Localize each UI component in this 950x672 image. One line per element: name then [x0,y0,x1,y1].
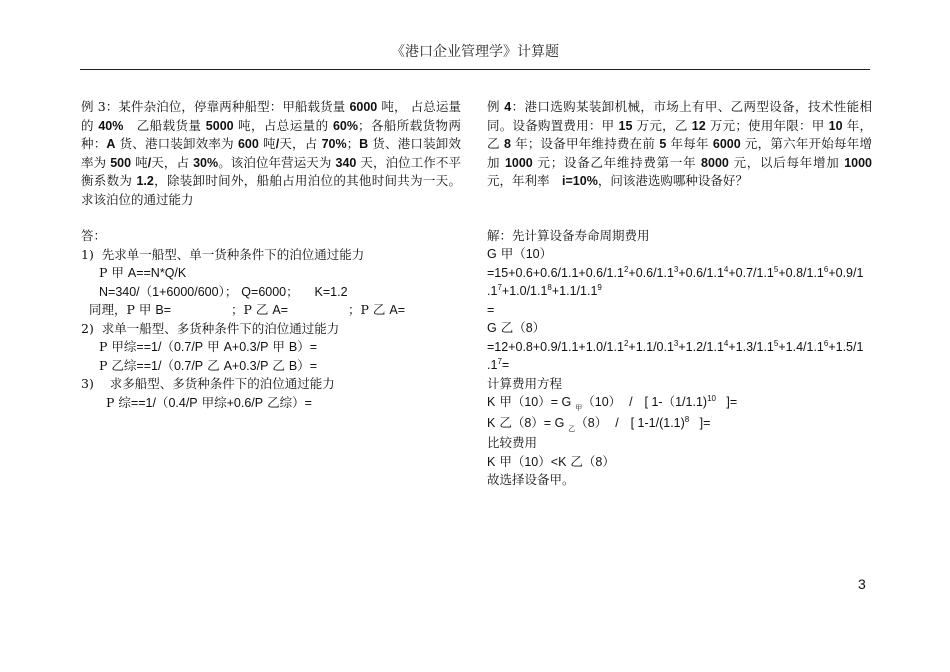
solution-line: = [487,302,495,317]
solution-steps [487,227,872,490]
answer-line: P 甲综==1/（0.7/P 甲 A+0.3/P 甲 B）= [99,339,318,354]
answer-line: 3) 求多船型、多货种条件下的泊位通过能力 [81,376,335,391]
left-column [81,98,461,412]
solution-line: 计算费用方程 [487,375,563,391]
page-number: 3 [858,576,866,592]
answer-line: 1) 先求单一船型、单一货种条件下的泊位通过能力 [81,246,365,262]
solution-line: $=12+0.8+0.9/1.1+1.0/1.1^2+1.1/0.1^3+1.2/1.1^4+1.3/1.1^5+1.4/1.1^6+1.5/1$ [487,338,864,354]
solution-line: $=15+0.6+0.6/1.1+0.6/1.1^2+0.6/1.1^3+0.6/1.1^4+0.7/1.1^5+0.8/1.1^6+0.9/1$ [487,264,864,280]
right-column [487,98,872,490]
solution-line: 故选择设备甲。 [487,472,575,487]
solution-line: K 乙（8）= G $_乙$（8） / [ $1-1/(1.1)^8$ ]= [487,414,711,433]
solution-line: 解：先计算设备寿命周期费用 [487,227,650,243]
solution-line: G 甲（10） [487,246,553,261]
solution-line: $.1^7=$ [487,356,510,372]
solution-line: $.1^7+1.0/1.1^8+1.1/1.1^9$ [487,282,602,298]
header-divider [80,69,870,70]
solution-line: K 甲（10）= G $_甲$（10） / [ 1-（1/1.1)$^{10}$ ]= [487,393,738,412]
answer-line: 2) 求单一船型、多货种条件下的泊位通过能力 [81,320,340,336]
answer-line: N=340/（1+6000/600）； Q=6000； K=1.2 [99,283,348,299]
solution-line: G 乙（8） [487,320,546,335]
page-header-title: 《港口企业管理学》计算题 [391,44,559,60]
solution-line: 比较费用 [487,435,538,450]
answer-line: P 乙综==1/（0.7/P 乙 A+0.3/P 乙 B）= [99,357,318,373]
answer-line: P 综==1/（0.4/P 甲综+0.6/P 乙综）= [106,394,312,410]
solution-line: K 甲（10）<K 乙（8） [487,453,615,469]
answer-line: P 甲 A==N*Q/K [99,265,187,280]
answer-label: 答： [81,228,107,243]
answer-steps [81,246,461,413]
example-4-problem: 例 4：港口选购某装卸机械，市场上有甲、乙两型设备，技术性能相同。设备购置费用：甲 15 万元，乙 12 万元；使用年限：甲 10 年，乙 8 年；设备甲年维持费在前 5 年每年 6000 元，第六年开始每年增加 1000 元；设备乙年维持费第一年 8000 元，以后每年增加 1000 元，年利率 i=10%，问该港选购哪种设备好？ [487,99,872,188]
example-3-problem: 例 3：某件杂泊位，停靠两种船型：甲船载货量 6000 吨， 占总运量的 40% 乙船载货量 5000 吨，占总运量的 60%；各船所载货物两种：A 货、港口装卸效率为 600 吨/天，占 70%；B 货、港口装卸效率为 500 吨/天，占 30%。该泊位年营运天为 340 天，泊位工作不平衡系数为 1.2，除装卸时间外，船舶占用泊位的其他时间共为一天。求该泊位的通过能力 [81,99,461,207]
answer-line: 同理，P 甲 B= ；P 乙 A= ；P 乙 A= [89,302,405,317]
